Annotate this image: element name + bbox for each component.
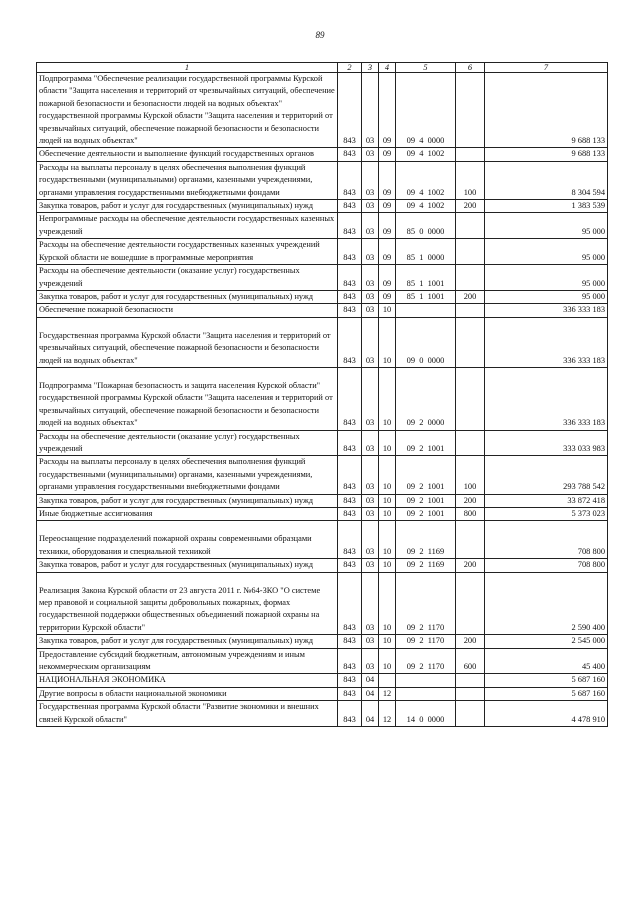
section-code-cell: 03: [362, 521, 379, 559]
subsection-code-cell: 10: [379, 317, 396, 367]
grbs-code-cell: 843: [338, 148, 362, 161]
header-col-5: 5: [396, 63, 456, 73]
expense-name-cell: Предоставление субсидий бюджетным, автономным учреждениям и иным некоммерческим организациям: [37, 648, 338, 674]
amount-cell: 8 304 594: [485, 161, 608, 199]
table-row: [37, 648, 608, 674]
grbs-code-cell: 843: [338, 304, 362, 317]
expense-name-cell: Переоснащение подразделений пожарной охраны современными образцами техники, оборудования и специальной техникой: [37, 521, 338, 559]
subsection-code-cell: 10: [379, 572, 396, 635]
expense-name-cell: Подпрограмма "Обеспечение реализации государственной программы Курской области "Защита населения и территорий от чрезвычайных ситуаций, обеспечение пожарной безопасности и безопасности людей на водных объектах" государственной программы Курской области "Защита населения и территорий от чрезвычайных ситуаций, обеспечение пожарной безопасности и безопасности людей на водных объектах": [37, 73, 338, 148]
expense-type-cell: [456, 148, 485, 161]
section-code-cell: 03: [362, 559, 379, 572]
expense-type-cell: [456, 430, 485, 456]
section-code-cell: 03: [362, 161, 379, 199]
amount-cell: 336 333 183: [485, 367, 608, 430]
expense-type-cell: 600: [456, 648, 485, 674]
table-body: [37, 73, 608, 727]
table-row: [37, 73, 608, 148]
subsection-code-cell: [379, 674, 396, 687]
table-row: [37, 148, 608, 161]
expense-name-cell: Расходы на выплаты персоналу в целях обеспечения выполнения функций государственными (муниципальными) органами, казенными учреждениями, органами управления государственными внебюджетными фондами: [37, 456, 338, 494]
target-article-cell: [396, 674, 456, 687]
amount-cell: 95 000: [485, 290, 608, 303]
subsection-code-cell: 09: [379, 161, 396, 199]
expense-type-cell: 100: [456, 456, 485, 494]
subsection-code-cell: 12: [379, 701, 396, 727]
subsection-code-cell: 10: [379, 494, 396, 507]
grbs-code-cell: 843: [338, 367, 362, 430]
section-code-cell: 03: [362, 265, 379, 291]
grbs-code-cell: 843: [338, 213, 362, 239]
grbs-code-cell: 843: [338, 494, 362, 507]
grbs-code-cell: 843: [338, 200, 362, 213]
subsection-code-cell: 09: [379, 290, 396, 303]
table-row: [37, 674, 608, 687]
subsection-code-cell: 12: [379, 687, 396, 700]
section-code-cell: 03: [362, 73, 379, 148]
subsection-code-cell: 09: [379, 73, 396, 148]
subsection-code-cell: 10: [379, 456, 396, 494]
expense-type-cell: 200: [456, 290, 485, 303]
header-col-6: 6: [456, 63, 485, 73]
table-row: [37, 635, 608, 648]
table-row: [37, 290, 608, 303]
expense-type-cell: 100: [456, 161, 485, 199]
amount-cell: 5 687 160: [485, 674, 608, 687]
table-row: [37, 161, 608, 199]
target-article-cell: 09 2 1001: [396, 508, 456, 521]
amount-cell: 45 400: [485, 648, 608, 674]
expense-name-cell: Расходы на выплаты персоналу в целях обеспечения выполнения функций государственными (муниципальными) органами, казенными учреждениями, органами управления государственными внебюджетными фондами: [37, 161, 338, 199]
amount-cell: 336 333 183: [485, 317, 608, 367]
subsection-code-cell: 09: [379, 213, 396, 239]
target-article-cell: 09 0 0000: [396, 317, 456, 367]
grbs-code-cell: 843: [338, 521, 362, 559]
expense-name-cell: Государственная программа Курской области "Развитие экономики и внешних связей Курской области": [37, 701, 338, 727]
subsection-code-cell: 10: [379, 508, 396, 521]
amount-cell: 293 788 542: [485, 456, 608, 494]
budget-table: [36, 62, 608, 727]
expense-type-cell: 200: [456, 559, 485, 572]
section-code-cell: 03: [362, 317, 379, 367]
subsection-code-cell: 10: [379, 430, 396, 456]
table-row: [37, 317, 608, 367]
expense-type-cell: [456, 687, 485, 700]
section-code-cell: 03: [362, 304, 379, 317]
section-code-cell: 03: [362, 508, 379, 521]
grbs-code-cell: 843: [338, 456, 362, 494]
expense-type-cell: [456, 317, 485, 367]
grbs-code-cell: 843: [338, 635, 362, 648]
grbs-code-cell: 843: [338, 161, 362, 199]
expense-type-cell: [456, 701, 485, 727]
subsection-code-cell: 09: [379, 148, 396, 161]
target-article-cell: 14 0 0000: [396, 701, 456, 727]
header-col-7: 7: [485, 63, 608, 73]
expense-name-cell: Закупка товаров, работ и услуг для государственных (муниципальных) нужд: [37, 200, 338, 213]
expense-name-cell: Закупка товаров, работ и услуг для государственных (муниципальных) нужд: [37, 635, 338, 648]
expense-name-cell: Закупка товаров, работ и услуг для государственных (муниципальных) нужд: [37, 559, 338, 572]
header-col-1: 1: [37, 63, 338, 73]
expense-name-cell: Обеспечение пожарной безопасности: [37, 304, 338, 317]
expense-name-cell: Иные бюджетные ассигнования: [37, 508, 338, 521]
table-row: [37, 367, 608, 430]
section-code-cell: 03: [362, 290, 379, 303]
section-code-cell: 03: [362, 367, 379, 430]
subsection-code-cell: 10: [379, 367, 396, 430]
amount-cell: 9 688 133: [485, 73, 608, 148]
subsection-code-cell: 10: [379, 304, 396, 317]
amount-cell: 33 872 418: [485, 494, 608, 507]
expense-name-cell: Расходы на обеспечение деятельности государственных казенных учреждений Курской области не вошедшие в программные мероприятия: [37, 239, 338, 265]
expense-name-cell: Закупка товаров, работ и услуг для государственных (муниципальных) нужд: [37, 290, 338, 303]
table-row: [37, 304, 608, 317]
header-row: [37, 63, 608, 73]
expense-type-cell: [456, 265, 485, 291]
expense-type-cell: [456, 572, 485, 635]
target-article-cell: 85 1 1001: [396, 265, 456, 291]
expense-name-cell: Расходы на обеспечение деятельности (оказание услуг) государственных учреждений: [37, 430, 338, 456]
section-code-cell: 03: [362, 148, 379, 161]
expense-name-cell: Непрограммные расходы на обеспечение деятельности государственных казенных учреждений: [37, 213, 338, 239]
table-row: [37, 559, 608, 572]
expense-type-cell: [456, 674, 485, 687]
target-article-cell: 85 1 0000: [396, 239, 456, 265]
target-article-cell: 09 2 1169: [396, 559, 456, 572]
grbs-code-cell: 843: [338, 572, 362, 635]
amount-cell: 1 383 539: [485, 200, 608, 213]
expense-name-cell: Государственная программа Курской области "Защита населения и территорий от чрезвычайных ситуаций, обеспечение пожарной безопасности и безопасности людей на водных объектах": [37, 317, 338, 367]
table-row: [37, 213, 608, 239]
expense-type-cell: [456, 73, 485, 148]
target-article-cell: 09 4 1002: [396, 200, 456, 213]
amount-cell: 708 800: [485, 559, 608, 572]
grbs-code-cell: 843: [338, 508, 362, 521]
section-code-cell: 03: [362, 494, 379, 507]
section-code-cell: 03: [362, 213, 379, 239]
table-row: [37, 430, 608, 456]
expense-name-cell: НАЦИОНАЛЬНАЯ ЭКОНОМИКА: [37, 674, 338, 687]
table-row: [37, 687, 608, 700]
grbs-code-cell: 843: [338, 701, 362, 727]
expense-type-cell: [456, 521, 485, 559]
grbs-code-cell: 843: [338, 73, 362, 148]
grbs-code-cell: 843: [338, 290, 362, 303]
expense-name-cell: Закупка товаров, работ и услуг для государственных (муниципальных) нужд: [37, 494, 338, 507]
target-article-cell: 09 2 1169: [396, 521, 456, 559]
expense-type-cell: [456, 213, 485, 239]
expense-name-cell: Расходы на обеспечение деятельности (оказание услуг) государственных учреждений: [37, 265, 338, 291]
section-code-cell: 04: [362, 687, 379, 700]
expense-name-cell: Подпрограмма "Пожарная безопасность и защита населения Курской области" государственной программы Курской области "Защита населения и территорий от чрезвычайных ситуаций, обеспечение пожарной безопасности и безопасности людей на водных объектах": [37, 367, 338, 430]
header-col-4: 4: [379, 63, 396, 73]
table-row: [37, 200, 608, 213]
header-col-3: 3: [362, 63, 379, 73]
subsection-code-cell: 10: [379, 559, 396, 572]
grbs-code-cell: 843: [338, 265, 362, 291]
subsection-code-cell: 09: [379, 239, 396, 265]
expense-type-cell: [456, 367, 485, 430]
section-code-cell: 03: [362, 572, 379, 635]
target-article-cell: 09 2 1170: [396, 572, 456, 635]
expense-name-cell: Другие вопросы в области национальной экономики: [37, 687, 338, 700]
section-code-cell: 04: [362, 674, 379, 687]
amount-cell: 95 000: [485, 265, 608, 291]
table-row: [37, 572, 608, 635]
section-code-cell: 04: [362, 701, 379, 727]
target-article-cell: 09 4 1002: [396, 161, 456, 199]
page-number: 89: [315, 30, 325, 40]
target-article-cell: [396, 304, 456, 317]
section-code-cell: 03: [362, 648, 379, 674]
amount-cell: 336 333 183: [485, 304, 608, 317]
target-article-cell: 85 0 0000: [396, 213, 456, 239]
amount-cell: 4 478 910: [485, 701, 608, 727]
subsection-code-cell: 10: [379, 648, 396, 674]
target-article-cell: 09 4 0000: [396, 73, 456, 148]
target-article-cell: 09 4 1002: [396, 148, 456, 161]
subsection-code-cell: 10: [379, 635, 396, 648]
expense-type-cell: 800: [456, 508, 485, 521]
subsection-code-cell: 09: [379, 200, 396, 213]
grbs-code-cell: 843: [338, 687, 362, 700]
grbs-code-cell: 843: [338, 674, 362, 687]
expense-type-cell: [456, 304, 485, 317]
subsection-code-cell: 10: [379, 521, 396, 559]
table-row: [37, 521, 608, 559]
section-code-cell: 03: [362, 635, 379, 648]
expense-type-cell: 200: [456, 200, 485, 213]
section-code-cell: 03: [362, 239, 379, 265]
expense-type-cell: 200: [456, 494, 485, 507]
amount-cell: 2 590 400: [485, 572, 608, 635]
target-article-cell: 09 2 1170: [396, 648, 456, 674]
amount-cell: 333 033 983: [485, 430, 608, 456]
grbs-code-cell: 843: [338, 430, 362, 456]
target-article-cell: 09 2 1001: [396, 456, 456, 494]
amount-cell: 95 000: [485, 239, 608, 265]
target-article-cell: 85 1 1001: [396, 290, 456, 303]
table-row: [37, 265, 608, 291]
target-article-cell: 09 2 1001: [396, 494, 456, 507]
amount-cell: 708 800: [485, 521, 608, 559]
expense-name-cell: Обеспечение деятельности и выполнение функций государственных органов: [37, 148, 338, 161]
grbs-code-cell: 843: [338, 648, 362, 674]
section-code-cell: 03: [362, 430, 379, 456]
target-article-cell: 09 2 1001: [396, 430, 456, 456]
grbs-code-cell: 843: [338, 317, 362, 367]
target-article-cell: [396, 687, 456, 700]
expense-type-cell: 200: [456, 635, 485, 648]
amount-cell: 2 545 000: [485, 635, 608, 648]
amount-cell: 5 687 160: [485, 687, 608, 700]
expense-name-cell: Реализация Закона Курской области от 23 августа 2011 г. №64-ЗКО "О системе мер правовой и социальной защиты добровольных пожарных, формах государственной поддержки общественных объединений пожарной охраны на территории Курской области": [37, 572, 338, 635]
table-row: [37, 494, 608, 507]
amount-cell: 9 688 133: [485, 148, 608, 161]
grbs-code-cell: 843: [338, 559, 362, 572]
section-code-cell: 03: [362, 200, 379, 213]
subsection-code-cell: 09: [379, 265, 396, 291]
table-row: [37, 701, 608, 727]
header-col-2: 2: [338, 63, 362, 73]
table-row: [37, 239, 608, 265]
target-article-cell: 09 2 0000: [396, 367, 456, 430]
amount-cell: 5 373 023: [485, 508, 608, 521]
section-code-cell: 03: [362, 456, 379, 494]
expense-type-cell: [456, 239, 485, 265]
table-row: [37, 456, 608, 494]
target-article-cell: 09 2 1170: [396, 635, 456, 648]
grbs-code-cell: 843: [338, 239, 362, 265]
amount-cell: 95 000: [485, 213, 608, 239]
table-row: [37, 508, 608, 521]
